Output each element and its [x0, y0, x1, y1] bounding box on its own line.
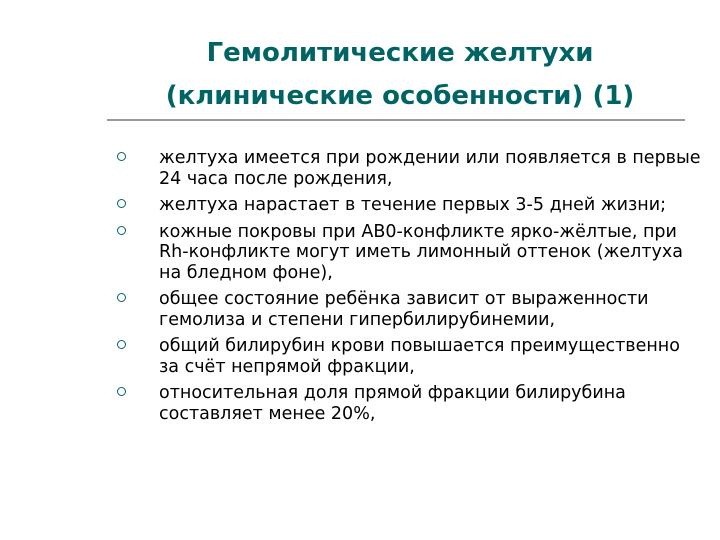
- bullet-list: [113, 148, 703, 430]
- hollow-circle-bullet-icon: [117, 199, 126, 208]
- bullet-item: [113, 222, 703, 284]
- bullet-text: относительная доля прямой фракции билирубина составляет менее 20%,: [159, 383, 626, 424]
- bullet-item: [113, 383, 703, 424]
- hollow-circle-bullet-icon: [117, 340, 126, 349]
- title-divider: [107, 119, 685, 121]
- hollow-circle-bullet-icon: [117, 293, 126, 302]
- title-line-2: (клинические особенности) (1): [165, 81, 635, 111]
- hollow-circle-bullet-icon: [117, 152, 126, 161]
- title-line-1: Гемолитические желтухи: [206, 38, 594, 68]
- bullet-item: [113, 336, 703, 377]
- bullet-item: [113, 195, 703, 216]
- bullet-text: желтуха нарастает в течение первых 3-5 дней жизни;: [159, 195, 666, 215]
- bullet-text: кожные покровы при АВ0-конфликте ярко-жёлтые, при Rh-конфликте могут иметь лимонный оттенок (желтуха на бледном фоне),: [159, 221, 683, 283]
- bullet-text: общее состояние ребёнка зависит от выраженности гемолиза и степени гипербилирубинемии,: [159, 289, 649, 330]
- bullet-item: [113, 148, 703, 189]
- bullet-text: желтуха имеется при рождении или появляется в первые 24 часа после рождения,: [159, 148, 701, 189]
- hollow-circle-bullet-icon: [117, 226, 126, 235]
- slide-title: [100, 32, 700, 118]
- bullet-text: общий билирубин крови повышается преимущественно за счёт непрямой фракции,: [159, 336, 680, 377]
- bullet-item: [113, 289, 703, 330]
- hollow-circle-bullet-icon: [117, 387, 126, 396]
